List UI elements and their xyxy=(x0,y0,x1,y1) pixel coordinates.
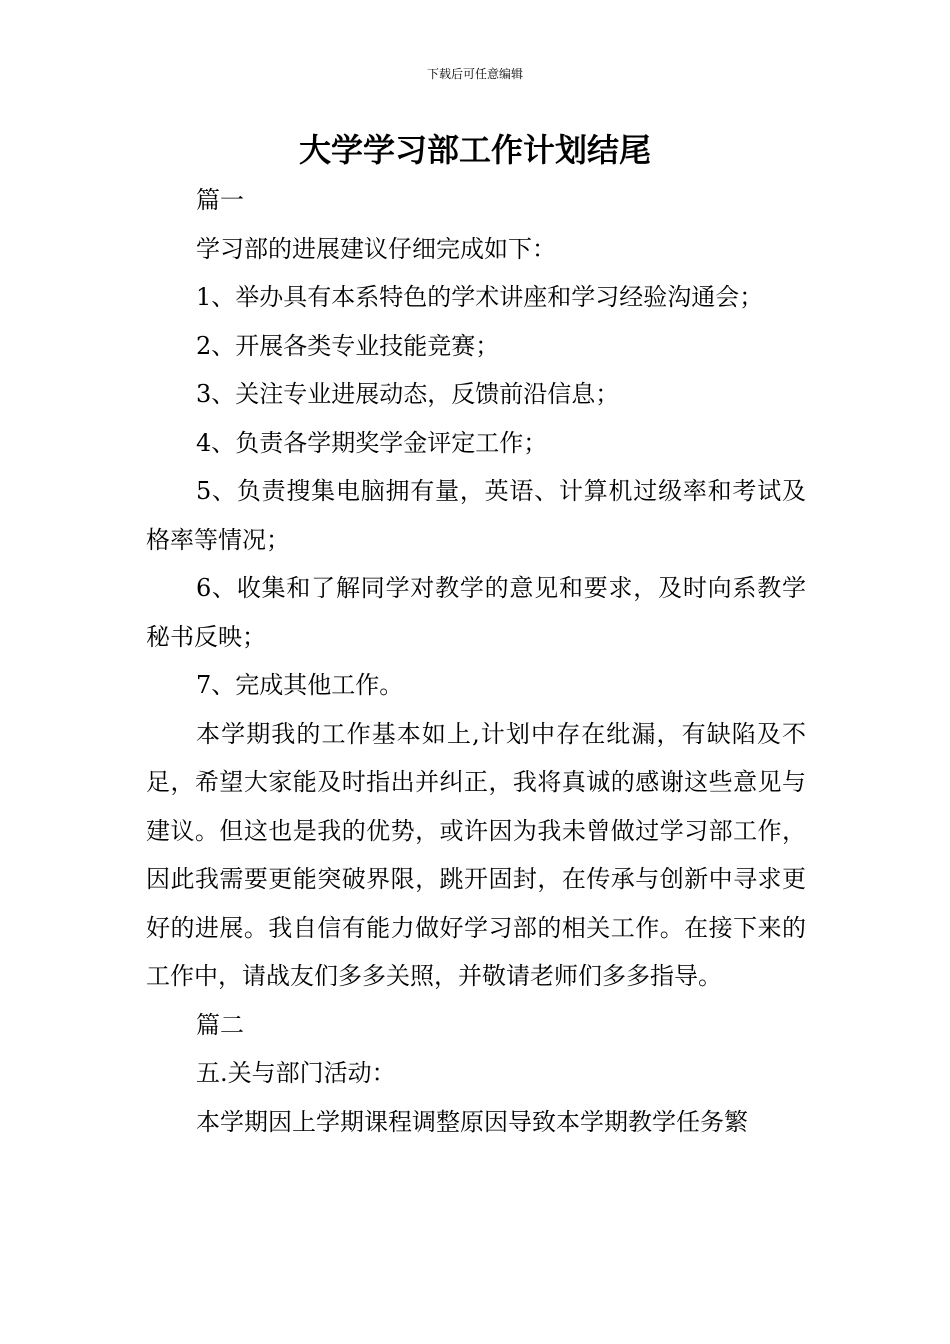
list-item-7: 7、完成其他工作。 xyxy=(196,671,404,699)
document-body xyxy=(146,176,806,1146)
list-item-3: 3、关注专业进展动态，反馈前沿信息； xyxy=(196,380,620,408)
closing-paragraph: 本学期我的工作基本如上,计划中存在纰漏，有缺陷及不足，希望大家能及时指出并纠正，我将真诚的感谢这些意见与建议。但这也是我的优势，或许因为我未曾做过学习部工作，因此我需要更能突破界限，跳开固封，在传承与创新中寻求更好的进展。我自信有能力做好学习部的相关工作。在接下来的工作中，请战友们多多关照，并敬请老师们多多指导。 xyxy=(146,719,806,990)
list-item-1: 1、举办具有本系特色的学术讲座和学习经验沟通会； xyxy=(196,283,764,311)
document-title: 大学学习部工作计划结尾 xyxy=(298,131,651,169)
list-item-4: 4、负责各学期奖学金评定工作； xyxy=(196,428,548,457)
body-paragraph: 本学期因上学期课程调整原因导致本学期教学任务繁 xyxy=(196,1107,748,1136)
list-item-2: 2、开展各类专业技能竞赛； xyxy=(196,331,500,360)
section-heading-2: 篇二 xyxy=(196,1010,244,1039)
list-item-6: 6、收集和了解同学对教学的意见和要求，及时向系教学秘书反映； xyxy=(146,574,806,651)
intro-paragraph: 学习部的进展建议仔细完成如下： xyxy=(196,234,556,263)
section-heading-1: 篇一 xyxy=(196,186,244,214)
subsection-heading: 五.关与部门活动： xyxy=(196,1059,396,1087)
list-item-5: 5、负责搜集电脑拥有量，英语、计算机过级率和考试及格率等情况； xyxy=(146,477,806,554)
header-note: 下载后可任意编辑 xyxy=(426,67,523,81)
